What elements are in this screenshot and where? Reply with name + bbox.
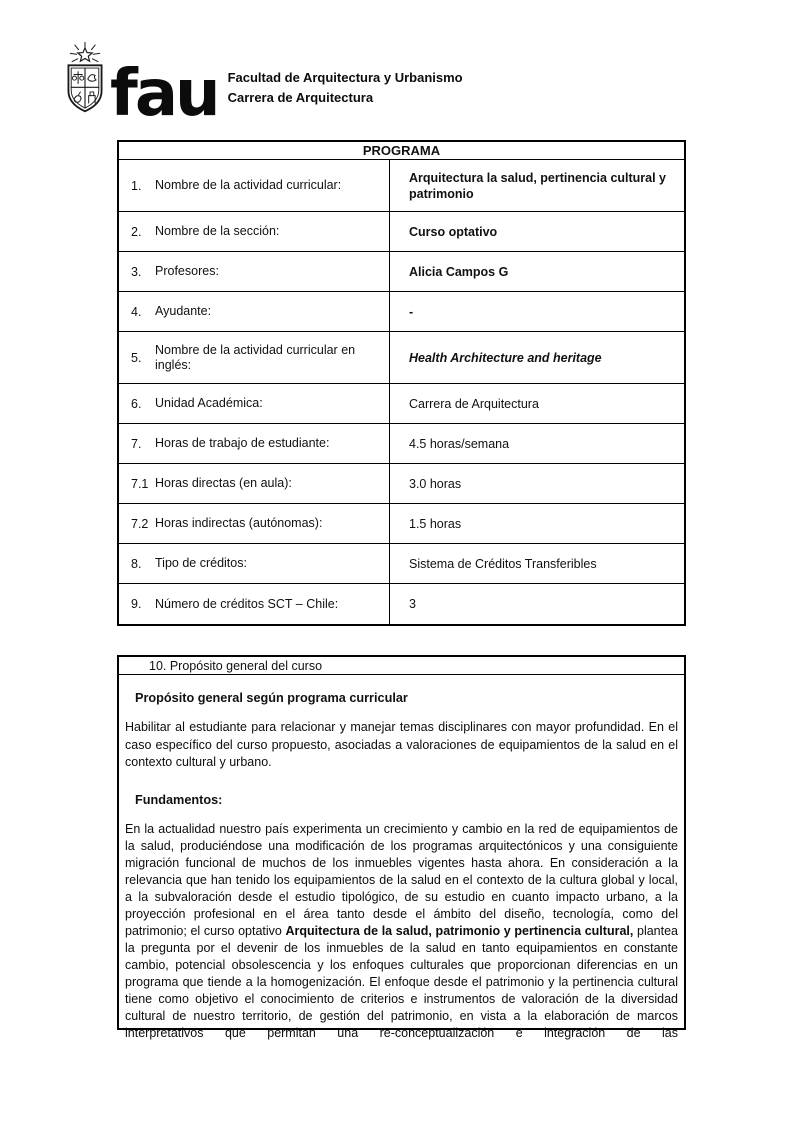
row-value: Health Architecture and heritage [409,350,602,365]
row-label [119,384,390,423]
row-label-text: Horas indirectas (autónomas): [155,516,323,530]
row-value: Curso optativo [409,224,498,239]
header-logo-block [62,42,463,131]
purpose-section-body [119,675,684,1042]
row-label-text: Ayudante: [155,304,212,318]
row-label [119,584,390,624]
table-row [119,544,684,584]
row-label-text: Tipo de créditos: [155,556,247,570]
row-number: 3. [131,264,142,279]
row-value: 1.5 horas [409,516,462,531]
faculty-title-block [228,68,463,118]
row-label-text: Profesores: [155,264,219,278]
row-number: 9. [131,597,142,611]
row-label [119,464,390,503]
table-row [119,504,684,544]
row-number: 1. [131,178,142,193]
row-label [119,544,390,583]
fundamentos-heading: Fundamentos: [135,792,223,807]
row-label [119,292,390,331]
row-label [119,504,390,543]
row-label [119,332,390,383]
row-number: 7.2 [131,516,149,531]
row-value: Sistema de Créditos Transferibles [409,556,597,571]
row-label-text: Unidad Académica: [155,396,263,410]
table-row [119,464,684,504]
row-label [119,212,390,251]
row-value: 3.0 horas [409,476,462,491]
fundamentos-text-2: plantea la pregunta por el devenir de los inmuebles de la salud en tanto equipamientos en constante cambio, potencial obsolescencia y los enfoques culturales que proporcionan diferencias en un programa que tiende a la homogenización. El enfoque desde el patrimonio y la pertinencia cultural tiene como objetivo el conocimiento de criterios e instrumentos de valoración de la diversidad cultural de nuestro territorio, de gestión del patrimonio, en vista a la elaboración de marcos interpretativos que permitan una re-conceptualización e integración de las [125,923,679,1040]
row-value: Arquitectura la salud, pertinencia cultural y patrimonio [409,170,667,201]
university-crest-icon [62,42,108,118]
row-number: 8. [131,556,142,571]
table-row [119,584,684,624]
row-value: 3 [409,597,416,611]
row-label [119,160,390,211]
fundamentos-text-1: En la actualidad nuestro país experimenta un crecimiento y cambio en la red de equipamientos de la salud, produciéndose una modificación de los programas arquitectónicos y una consiguiente migración funcional de muchos de los inmuebles vigentes hasta ahora. En consideración a la relevancia que han tenido los equipamientos de la salud en el contexto de la cultura global y local, a la subvaloración desde el estudio tipológico, de su estudio en cuanto impacto urbano, a la proyección profesional en el área tanto desde el ámbito del diseño, tecnología, como del patrimonio; el curso optativo [125,821,678,938]
fau-logotype: fau [110,56,218,131]
row-number: 6. [131,396,142,411]
table-row [119,212,684,252]
row-value: 4.5 horas/semana [409,436,510,451]
purpose-section-box [117,655,686,1040]
row-label-text: Nombre de la sección: [155,224,280,238]
row-label [119,424,390,463]
table-row [119,424,684,464]
row-number: 4. [131,304,142,319]
row-label-text: Nombre de la actividad curricular: [155,178,342,192]
row-label [119,252,390,291]
purpose-subtitle: Propósito general según programa curricular [135,691,408,705]
row-number: 7.1 [131,476,149,491]
row-number: 5. [131,350,142,365]
row-label-text: Horas directas (en aula): [155,476,292,490]
purpose-paragraph: Habilitar al estudiante para relacionar y manejar temas disciplinares con mayor profundidad. En el caso específico del curso propuesto, asociadas a valoraciones de equipamientos de la salud en el contexto cultural y urbano. [125,720,678,769]
faculty-line-2: Carrera de Arquitectura [227,90,374,105]
fundamentos-paragraph [125,821,678,1042]
row-label-text: Horas de trabajo de estudiante: [155,436,330,450]
table-row [119,252,684,292]
row-value: Alicia Campos G [409,264,509,279]
purpose-section-title: 10. Propósito general del curso [119,657,684,675]
row-label-text: Nombre de la actividad curricular en inglés: [155,342,356,372]
table-row [119,292,684,332]
table-row [119,332,684,384]
program-table-title: PROGRAMA [119,142,684,160]
row-number: 2. [131,224,142,239]
program-table [117,140,686,626]
table-row [119,160,684,212]
row-value: Carrera de Arquitectura [409,396,539,411]
row-value: - [409,304,414,319]
faculty-line-1: Facultad de Arquitectura y Urbanismo [227,70,463,85]
row-label-text: Número de créditos SCT – Chile: [155,596,339,611]
fundamentos-bold-course-name: Arquitectura de la salud, patrimonio y pertinencia cultural, [285,923,637,938]
table-row [119,384,684,424]
row-number: 7. [131,436,142,451]
